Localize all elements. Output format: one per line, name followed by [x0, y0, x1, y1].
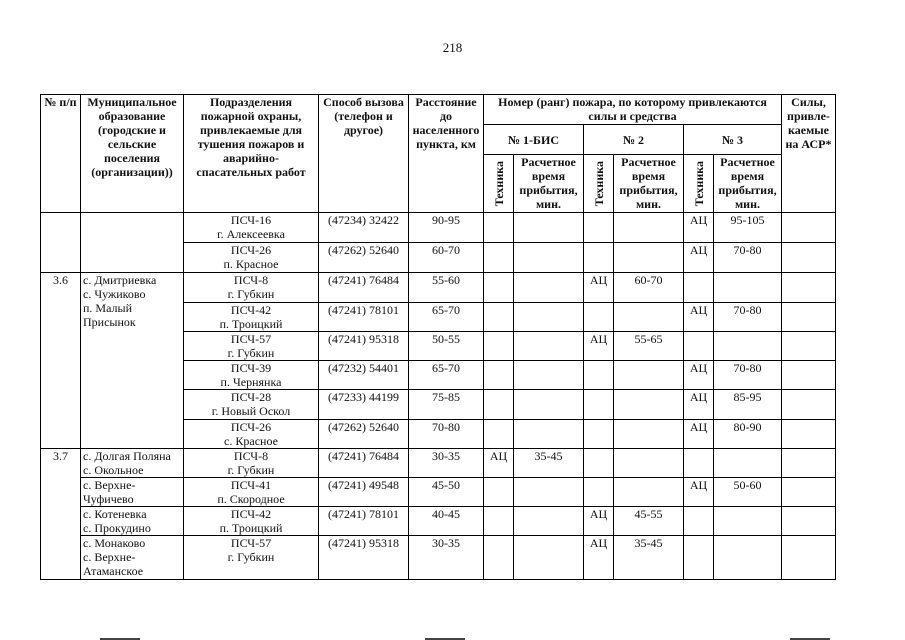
cell-phone: (47262) 52640 [319, 420, 409, 449]
cell-num: 3.6 [41, 273, 81, 449]
cell-tech-3: АЦ [684, 213, 714, 243]
cell-tech-2 [584, 390, 614, 420]
cell-time-3 [714, 273, 782, 303]
cell-tech-3 [684, 507, 714, 536]
header-time-3: Расчетное время прибытия, мин. [714, 155, 782, 213]
cell-time-3 [714, 449, 782, 478]
cell-time-2: 60-70 [614, 273, 684, 303]
cell-unit-name: ПСЧ-8 [233, 273, 269, 287]
cell-phone: (47262) 52640 [319, 243, 409, 273]
cell-distance: 45-50 [409, 478, 484, 507]
cell-distance: 30-35 [409, 449, 484, 478]
cell-tech-1 [484, 478, 514, 507]
header-num: № п/п [41, 95, 81, 213]
cell-unit-location: п. Троицкий [219, 317, 283, 331]
cell-time-3: 80-90 [714, 420, 782, 449]
cell-asr [782, 303, 836, 332]
cell-municipal: с. Верхне- Чуфичево [81, 478, 184, 507]
cell-time-2 [614, 303, 684, 332]
cell-tech-1 [484, 361, 514, 390]
cell-time-1 [514, 332, 584, 361]
cell-time-3 [714, 536, 782, 580]
cell-municipal: с. Долгая Поляна с. Окольное [81, 449, 184, 478]
cell-time-1 [514, 507, 584, 536]
header-forces-asr: Силы, привле-каемые на АСР* [782, 95, 836, 213]
table-row [41, 507, 836, 536]
cell-unit-name: ПСЧ-28 [230, 390, 272, 404]
cell-tech-3: АЦ [684, 390, 714, 420]
header-tech-2: Техника [591, 160, 606, 207]
cell-tech-2 [584, 420, 614, 449]
cell-unit-name: ПСЧ-39 [230, 361, 272, 375]
cell-asr [782, 507, 836, 536]
cell-distance: 60-70 [409, 243, 484, 273]
cell-distance: 55-60 [409, 273, 484, 303]
cell-phone: (47241) 76484 [319, 273, 409, 303]
table-row [41, 536, 836, 580]
cell-time-2 [614, 213, 684, 243]
cell-tech-2: АЦ [584, 536, 614, 580]
header-municipal: Муниципальное образование (городские и сельские поселения (организации)) [81, 95, 184, 213]
cell-tech-3: АЦ [684, 420, 714, 449]
cell-tech-1 [484, 420, 514, 449]
cell-phone: (47241) 95318 [319, 536, 409, 580]
cell-phone: (47241) 78101 [319, 303, 409, 332]
header-tech-3: Техника [691, 160, 706, 207]
cell-distance: 90-95 [409, 213, 484, 243]
cell-asr [782, 213, 836, 243]
cell-time-3 [714, 507, 782, 536]
cell-tech-2: АЦ [584, 507, 614, 536]
cell-tech-1 [484, 536, 514, 580]
header-unit: Подразделения пожарной охраны, привлекаемые для тушения пожаров и аварийно-спасательных работ [184, 95, 319, 213]
cell-time-1: 35-45 [514, 449, 584, 478]
cell-phone: (47241) 78101 [319, 507, 409, 536]
cell-time-1 [514, 536, 584, 580]
cell-municipal [81, 213, 184, 273]
cell-tech-1: АЦ [484, 449, 514, 478]
cell-tech-1 [484, 213, 514, 243]
cell-unit-location: г. Новый Оскол [211, 404, 291, 418]
header-distance: Расстояние до населенного пункта, км [409, 95, 484, 213]
cell-tech-3: АЦ [684, 478, 714, 507]
cell-tech-2 [584, 243, 614, 273]
cell-tech-3: АЦ [684, 303, 714, 332]
cell-time-3 [714, 332, 782, 361]
cell-unit-name: ПСЧ-16 [230, 213, 272, 227]
cell-time-2 [614, 390, 684, 420]
cell-distance: 75-85 [409, 390, 484, 420]
cell-distance: 30-35 [409, 536, 484, 580]
header-rank2: № 2 [584, 125, 684, 155]
cell-time-2 [614, 449, 684, 478]
cell-unit-location: п. Красное [223, 257, 279, 271]
cell-asr [782, 536, 836, 580]
cell-tech-1 [484, 332, 514, 361]
cell-num [41, 213, 81, 273]
table-row [41, 478, 836, 507]
cell-time-1 [514, 273, 584, 303]
cell-municipal: с. Котеневка с. Прокудино [81, 507, 184, 536]
cell-tech-3: АЦ [684, 361, 714, 390]
cell-time-2 [614, 478, 684, 507]
cell-time-2 [614, 243, 684, 273]
cell-time-3: 50-60 [714, 478, 782, 507]
cell-unit-location: г. Губкин [227, 550, 275, 564]
cell-asr [782, 449, 836, 478]
cell-time-1 [514, 213, 584, 243]
cell-time-1 [514, 420, 584, 449]
header-time-1: Расчетное время прибытия, мин. [514, 155, 584, 213]
cell-tech-1 [484, 390, 514, 420]
cell-time-2 [614, 361, 684, 390]
cell-tech-3 [684, 449, 714, 478]
cell-time-3: 85-95 [714, 390, 782, 420]
cell-phone: (47234) 32422 [319, 213, 409, 243]
cell-tech-1 [484, 303, 514, 332]
table-row [41, 449, 836, 478]
cell-phone: (47241) 95318 [319, 332, 409, 361]
fire-forces-table [40, 94, 836, 580]
cell-unit-location: г. Губкин [227, 346, 275, 360]
cell-time-3: 70-80 [714, 243, 782, 273]
cell-asr [782, 332, 836, 361]
cell-tech-2: АЦ [584, 332, 614, 361]
cell-unit-location: п. Скородное [217, 492, 285, 506]
header-time-2: Расчетное время прибытия, мин. [614, 155, 684, 213]
cell-asr [782, 390, 836, 420]
cell-tech-1 [484, 243, 514, 273]
cell-unit-name: ПСЧ-8 [233, 449, 269, 463]
table-row [41, 213, 836, 243]
cell-unit-location: г. Губкин [227, 287, 275, 301]
cell-tech-1 [484, 507, 514, 536]
cell-unit-location: с. Красное [224, 434, 278, 448]
cell-tech-3 [684, 332, 714, 361]
cell-unit-name: ПСЧ-57 [230, 332, 272, 346]
header-call: Способ вызова (телефон и другое) [319, 95, 409, 213]
cell-time-1 [514, 243, 584, 273]
cell-asr [782, 361, 836, 390]
cell-unit-name: ПСЧ-26 [230, 420, 272, 434]
cell-unit-location: п. Троицкий [219, 521, 283, 535]
cell-time-3: 70-80 [714, 361, 782, 390]
cell-time-2: 35-45 [614, 536, 684, 580]
cell-phone: (47233) 44199 [319, 390, 409, 420]
cell-tech-2: АЦ [584, 273, 614, 303]
cell-tech-1 [484, 273, 514, 303]
page-number: 218 [442, 40, 463, 55]
cell-unit-name: ПСЧ-41 [230, 478, 272, 492]
header-rank3: № 3 [684, 125, 782, 155]
cell-unit-name: ПСЧ-42 [230, 303, 272, 317]
cell-unit-location: п. Чернянка [220, 375, 282, 389]
cell-distance: 65-70 [409, 361, 484, 390]
cell-tech-3: АЦ [684, 243, 714, 273]
cell-tech-2 [584, 303, 614, 332]
cell-unit-location: г. Губкин [227, 463, 275, 477]
cell-unit-name: ПСЧ-26 [230, 243, 272, 257]
cell-tech-3 [684, 273, 714, 303]
cell-time-2: 55-65 [614, 332, 684, 361]
cell-asr [782, 478, 836, 507]
cell-distance: 40-45 [409, 507, 484, 536]
cell-tech-2 [584, 213, 614, 243]
cell-phone: (47241) 76484 [319, 449, 409, 478]
cell-time-1 [514, 478, 584, 507]
cell-municipal: с. Монаково с. Верхне- Атаманское [81, 536, 184, 580]
cell-tech-3 [684, 536, 714, 580]
cell-phone: (47232) 54401 [319, 361, 409, 390]
cell-distance: 50-55 [409, 332, 484, 361]
cell-municipal: с. Дмитриевка с. Чужиково п. Малый Присынок [81, 273, 184, 449]
cell-phone: (47241) 49548 [319, 478, 409, 507]
cell-unit-location: г. Алексеевка [217, 227, 285, 241]
cell-unit-name: ПСЧ-42 [230, 507, 272, 521]
cell-tech-2 [584, 361, 614, 390]
cell-num: 3.7 [41, 449, 81, 580]
table-row [41, 273, 836, 303]
cell-time-1 [514, 390, 584, 420]
cell-asr [782, 243, 836, 273]
cell-asr [782, 420, 836, 449]
cell-time-2 [614, 420, 684, 449]
cell-distance: 65-70 [409, 303, 484, 332]
header-rank1: № 1-БИС [484, 125, 584, 155]
cell-time-3: 95-105 [714, 213, 782, 243]
cell-tech-2 [584, 449, 614, 478]
header-tech-1: Техника [491, 160, 506, 207]
header-fire-number: Номер (ранг) пожара, по которому привлекаются силы и средства [484, 95, 782, 125]
cell-distance: 70-80 [409, 420, 484, 449]
cell-time-1 [514, 361, 584, 390]
cell-time-1 [514, 303, 584, 332]
cell-tech-2 [584, 478, 614, 507]
cell-unit-name: ПСЧ-57 [230, 536, 272, 550]
cell-asr [782, 273, 836, 303]
cell-time-2: 45-55 [614, 507, 684, 536]
cell-time-3: 70-80 [714, 303, 782, 332]
